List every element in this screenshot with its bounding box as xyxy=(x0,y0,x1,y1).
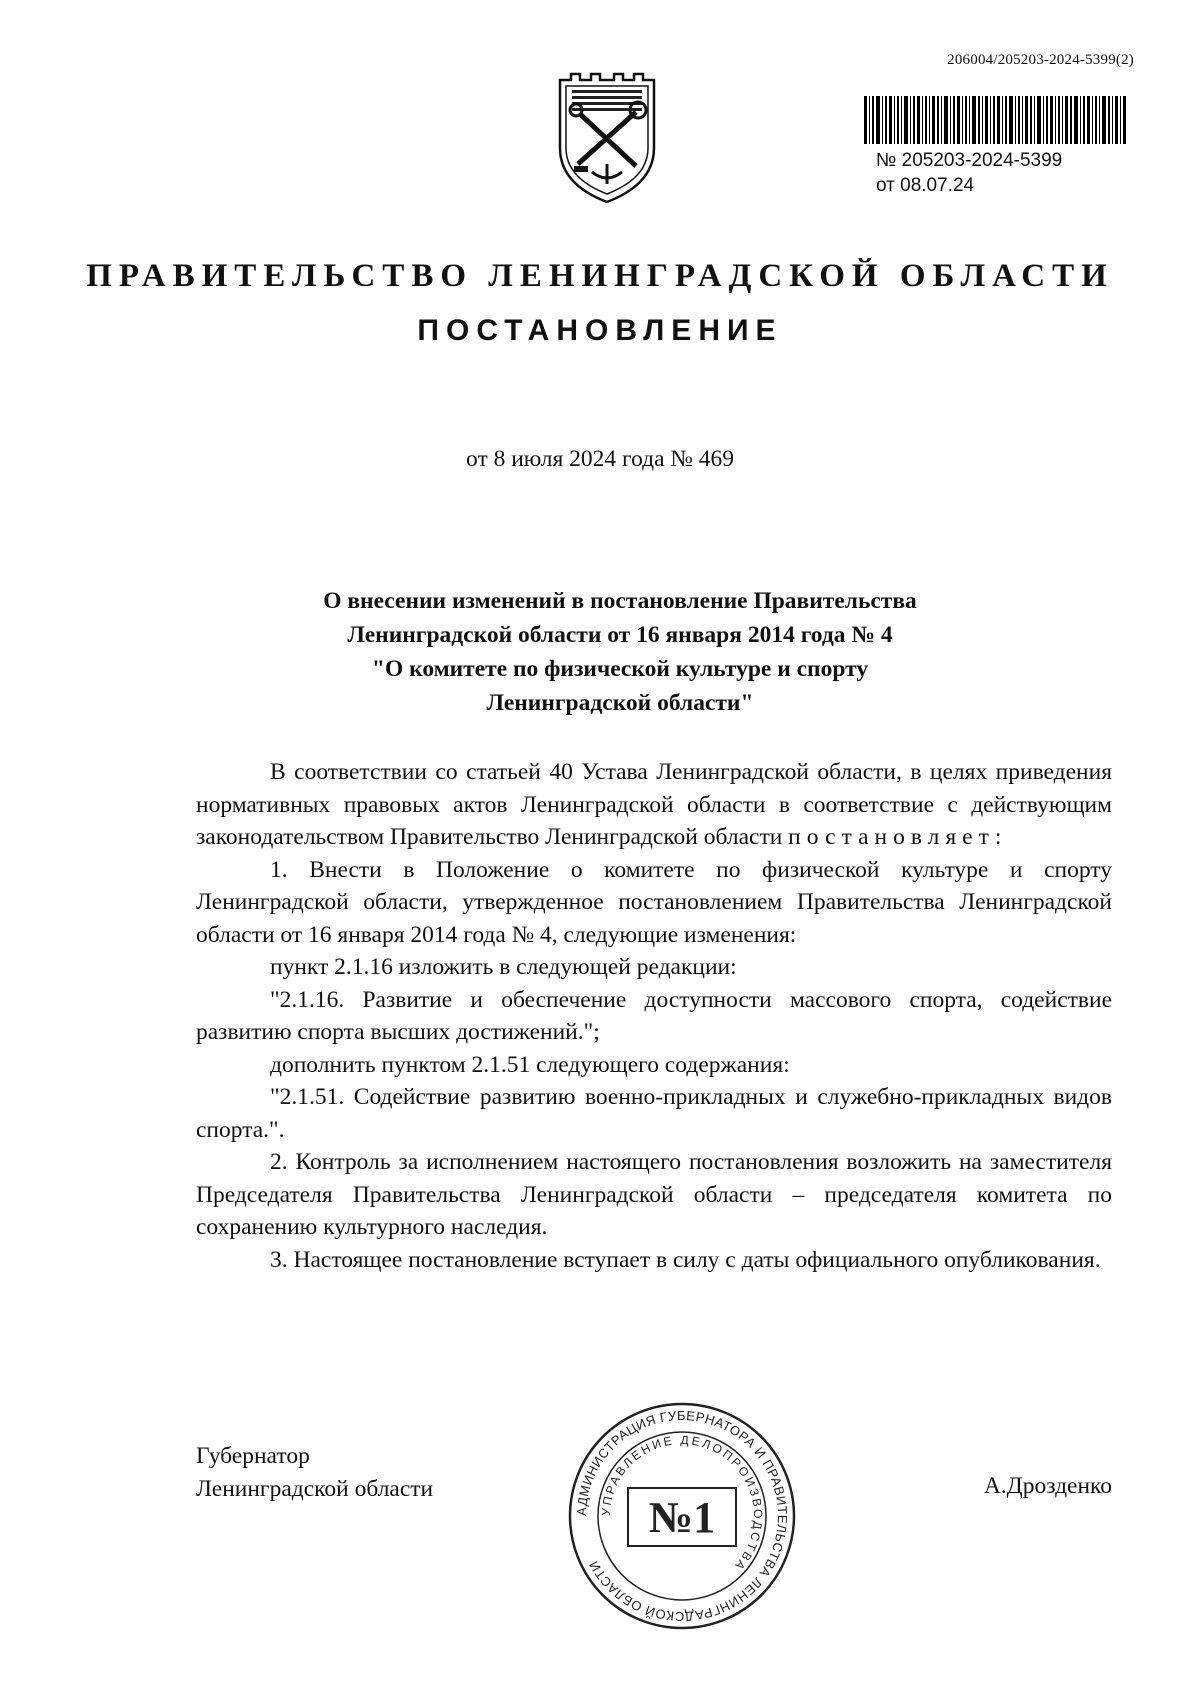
document-body xyxy=(196,756,1112,1276)
change-2-intro: дополнить пунктом 2.1.51 следующего содержания: xyxy=(270,1051,790,1078)
stamp-inner-text: УПРАВЛЕНИЕ ДЕЛОПРОИЗВОДСТВА xyxy=(598,1432,766,1575)
item-2: 2. Контроль за исполнением настоящего постановления возложить на заместителя Председателя Правительства Ленинградской области – председателя комитета по сохранению культурного наследия. xyxy=(196,1149,1112,1240)
change-1-text: "2.1.16. Развитие и обеспечение доступности массового спорта, содействие развитию спорта высших достижений."; xyxy=(196,986,1112,1045)
signatory-title-line: Губернатор xyxy=(196,1443,310,1469)
signatory-title-line: Ленинградской области xyxy=(196,1476,434,1502)
item-1: 1. Внести в Положение о комитете по физической культуре и спорту Ленинградской области, утвержденное постановлением Правительства Ленинградской области от 16 января 2014 года № 4, следующие изменения: xyxy=(196,856,1112,948)
registration-number: № 205203-2024-5399 xyxy=(876,150,1063,171)
document-subject xyxy=(230,584,1010,720)
document-date-number: от 8 июля 2024 года № 469 xyxy=(466,446,734,472)
resolves-word: постановляет xyxy=(788,824,995,850)
barcode-icon xyxy=(864,96,1126,144)
preamble-text: В соответствии со статьей 40 Устава Ленинградской области, в целях приведения нормативных правовых актов Ленинградской области в соответствие с действующим законодательством Правительство Ленинградской области xyxy=(196,759,1112,850)
document-type: ПОСТАНОВЛЕНИЕ xyxy=(417,314,783,347)
preamble-paragraph: В соответствии со статьей 40 Устава Ленинградской области, в целях приведения нормативных правовых актов Ленинградской области в соответствие с действующим законодательством Правительство Ленинградской области постановляет: xyxy=(196,759,1112,850)
subject-line: О внесении изменений в постановление Правительства xyxy=(323,588,917,614)
stamp-number: №1 xyxy=(648,1493,716,1542)
subject-line: Ленинградской области от 16 января 2014 года № 4 xyxy=(347,622,893,648)
signatory-title xyxy=(196,1440,433,1506)
change-1-intro: пункт 2.1.16 изложить в следующей редакции: xyxy=(270,954,737,980)
organization-title: ПРАВИТЕЛЬСТВО ЛЕНИНГРАДСКОЙ ОБЛАСТИ xyxy=(86,258,1114,294)
item-3: 3. Настоящее постановление вступает в силу с даты официального опубликования. xyxy=(270,1246,1101,1273)
registration-id: 206004/205203-2024-5399(2) xyxy=(947,52,1134,68)
registration-date: от 08.07.24 xyxy=(876,175,975,196)
change-2-text: "2.1.51. Содействие развитию военно-прикладных и служебно-прикладных видов спорта.". xyxy=(196,1084,1112,1143)
official-stamp-icon xyxy=(566,1400,798,1632)
coat-of-arms-icon xyxy=(556,72,658,204)
subject-line: Ленинградской области" xyxy=(486,690,754,716)
subject-line: "О комитете по физической культуре и спорту xyxy=(371,656,869,682)
stamp-outer-text: АДМИНИСТРАЦИЯ ГУБЕРНАТОРА И ПРАВИТЕЛЬСТВА ЛЕНИНГРАДСКОЙ ОБЛАСТИ xyxy=(573,1407,791,1625)
signatory-name: А.Дрозденко xyxy=(983,1473,1112,1499)
